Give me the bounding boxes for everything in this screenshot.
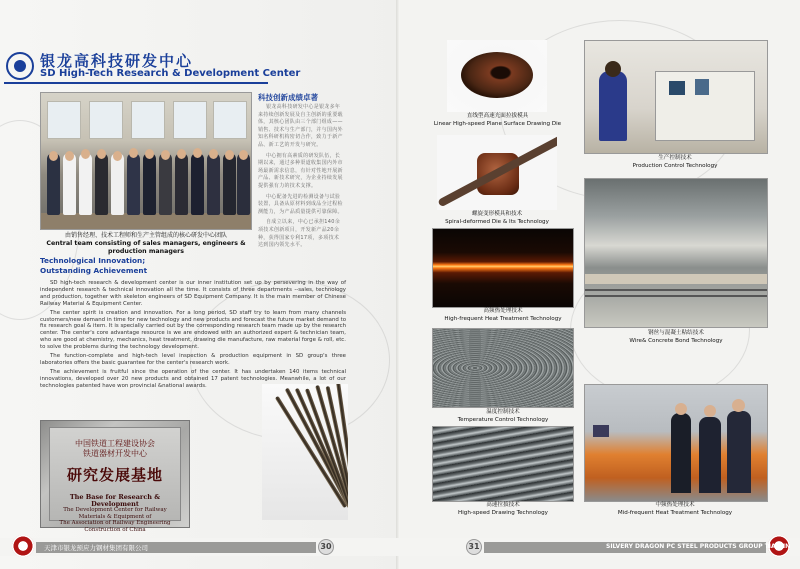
spiral-die-photo — [437, 135, 557, 210]
caption-cn: 中频热处理技术 — [655, 502, 695, 508]
caption-high-frequent — [428, 308, 578, 323]
section-logo-icon — [6, 52, 34, 80]
caption-drawing-die — [425, 113, 570, 128]
footer-company-cn: 天津市银龙预应力钢材集团有限公司 — [44, 544, 148, 552]
cn-paragraph: 中心拥有高素质的研发队伍，长期以来，通过多种渠道收集国内外市场最新需求信息，有针对性地开展新产品、新技术研究，为企业持续发展提供强有力的技术支撑。 — [258, 152, 343, 189]
plaque-line-2: 铁道器材开发中心 — [83, 449, 147, 458]
page-title-en: SD High-Tech Research & Development Center — [40, 68, 301, 79]
en-body-text — [40, 280, 346, 392]
heading-line-2: Outstanding Achievement — [40, 265, 148, 275]
cn-paragraph: 银龙高科技研发中心是银龙多年来持续创新发展及自主创新的重要载体，其核心团队由三个部门组成——销售、技术与生产部门，并与国内外知名科研机构密切合作，致力于新产品、新工艺的开发与研究。 — [258, 104, 343, 148]
caption-spiral-die — [432, 211, 562, 226]
team-photo — [40, 92, 252, 230]
caption-temperature — [428, 409, 578, 424]
cn-body-text — [258, 104, 344, 253]
plaque-line-1: 中国铁道工程建设协会 — [75, 439, 155, 448]
caption-cn: 钢丝与混凝土粘结技术 — [648, 330, 704, 336]
page-title-cn: 银龙高科技研发中心 — [40, 52, 194, 70]
caption-high-speed — [428, 502, 578, 517]
mid-frequent-heat-photo — [584, 384, 768, 502]
company-logo-icon — [12, 535, 34, 557]
en-paragraph: The achievement is fruitful since the operation of the center. It has undertaken 140 items technical innovations, developed over 20 new products and obtained 17 patent technologies. Meanwhile, a lot of our technologies patented have won provincial &national awards. — [40, 368, 346, 389]
cn-paragraph: 自成立以来，中心已承担140余项技术创新项目，开发新产品20余种，获得国家专利17项，多项技术达到国内领先水平。 — [258, 219, 341, 249]
title-underline — [4, 82, 268, 84]
en-paragraph: The function-complete and high-tech level inspection & production equipment in SD group's three laboratories offers the basic guarantee for the center's research work. — [40, 353, 346, 366]
plaque-en-title: The Base for Research & Development — [69, 493, 161, 508]
rebar-photo — [262, 384, 348, 520]
caption-en: Production Control Technology — [632, 162, 718, 169]
research-base-plaque — [40, 420, 190, 533]
high-frequent-heat-photo — [432, 228, 574, 308]
en-paragraph: The center spirit is creation and innovation. For a long period, SD staff try to learn from many channels customers/new demand in time for new technology and new products and forecast the future market demand to fix research goal & item. It is specially carried out by the corresponding research team made up by the research center. The center's core advantage resource is we are endowed with an authorized expert & technician team, who are good at chemistry, mechanics, heat treatment, drawing die manufacture, raw material forge & roll, etc. to solve the problems during the technology development. — [40, 309, 346, 351]
caption-cn: 温度控制技术 — [486, 409, 520, 415]
footer-company-en: SILVERY DRAGON PC STEEL PRODUCTS GROUP TIANJIN — [606, 543, 791, 550]
caption-en: High-frequent Heat Treatment Technology — [444, 315, 562, 322]
production-control-photo — [584, 40, 768, 154]
caption-wire-concrete — [592, 330, 760, 345]
en-paragraph: SD high-tech research & development center is our inner institution set up by persevering in the way of independent research & technical innovation all the time. It consists of three departments --sales, technology and production, together with skeleton engineers of SD Equipment Company. It is the main member of Chinese Railway Material & Equipment Center. — [40, 280, 346, 307]
team-photo-caption — [40, 232, 252, 256]
caption-cn: 螺旋变形模具和技术 — [471, 211, 523, 217]
temperature-control-photo — [432, 328, 574, 408]
page-number-right: 31 — [466, 539, 482, 555]
caption-cn: 高速拉拔技术 — [486, 502, 520, 508]
caption-en: Central team consisting of sales managers, engineers & production managers — [46, 240, 246, 255]
plaque-en-line-1: The Development Center for Railway Materials & Equipment of — [63, 507, 167, 520]
drawing-die-photo — [447, 40, 547, 112]
plaque-english — [50, 494, 180, 533]
caption-en: Mid-frequent Heat Treatment Technology — [617, 509, 733, 516]
page-number-left: 30 — [318, 539, 334, 555]
cn-section-heading: 科技创新成绩卓著 — [258, 93, 318, 102]
caption-en: Temperature Control Technology — [457, 416, 549, 423]
caption-en: Wire& Concrete Bond Technology — [629, 337, 723, 344]
caption-en: Linear High-speed Plane Surface Drawing Die — [433, 120, 562, 127]
caption-cn: 高频热处理技术 — [483, 308, 523, 314]
caption-cn: 由销售经理、技术工程师和生产主管组成的核心研发中心团队 — [64, 232, 227, 239]
plaque-en-line-2: The Association of Railway Engineering Construction of China — [59, 520, 171, 533]
plaque-title: 研究发展基地 — [66, 466, 163, 484]
caption-production-control — [600, 155, 750, 170]
high-speed-drawing-photo — [432, 426, 574, 502]
caption-en: High-speed Drawing Technology — [458, 509, 548, 516]
cn-paragraph: 中心配备先进的检测设备与试验装置，具备从原材料到成品全过程检测能力，为产品质量提供可靠保障。 — [258, 193, 343, 215]
caption-cn: 生产控制技术 — [658, 155, 692, 161]
heading-line-1: Technological Innovation; — [40, 256, 146, 265]
caption-en: Spiral-deformed Die & Its Technology — [445, 218, 549, 225]
en-section-heading — [40, 256, 147, 275]
caption-mid-frequent — [600, 502, 750, 517]
caption-cn: 直线型高速光面拉拔模具 — [466, 113, 529, 119]
wire-concrete-photo — [584, 178, 768, 328]
